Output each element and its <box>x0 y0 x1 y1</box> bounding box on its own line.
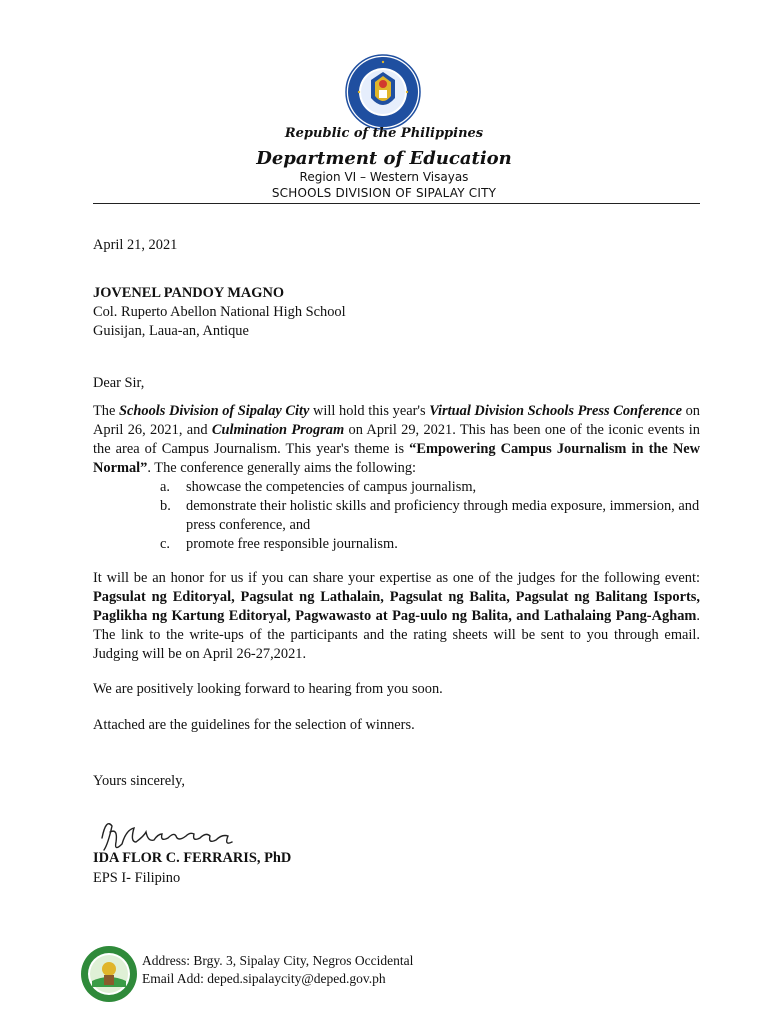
intro-text-5: . The conference generally aims the following: <box>147 460 417 476</box>
department-heading: Department of Education <box>256 148 512 169</box>
event-name: Virtual Division Schools Press Conference <box>429 403 682 419</box>
footer-email: Email Add: deped.sipalaycity@deped.gov.ph <box>142 971 386 986</box>
salutation: Dear Sir, <box>93 375 145 391</box>
theme-text: “Empowering Campus Journalism in the New Normal” <box>93 441 700 476</box>
invitation-text-1: It will be an honor for us if you can share your expertise as one of the judges for the following event: <box>93 570 700 586</box>
list-marker: c. <box>160 536 170 552</box>
recipient-school: Col. Ruperto Abellon National High School <box>93 304 346 320</box>
signer-title: EPS I- Filipino <box>93 870 181 886</box>
culmination-name: Culmination Program <box>211 422 345 438</box>
deped-seal-icon <box>345 54 421 130</box>
looking-forward-paragraph: We are positively looking forward to hearing from you soon. <box>93 681 443 697</box>
intro-text-1: The <box>93 403 119 419</box>
invitation-paragraph <box>93 569 700 664</box>
division-heading: SCHOOLS DIVISION OF SIPALAY CITY <box>271 186 497 200</box>
recipient-address: Guisijan, Laua-an, Antique <box>93 323 249 339</box>
event-categories: Pagsulat ng Editoryal, Pagsulat ng Lathalain, Pagsulat ng Balita, Pagsulat ng Balitang Isports, Paglikha ng Kartung Editoryal, Pagwawasto at Pag-uulo ng Balita, and Lathalaing Pang-Agham <box>93 589 700 624</box>
list-item <box>160 497 700 535</box>
list-item-text: promote free responsible journalism. <box>186 536 398 552</box>
list-marker: a. <box>160 479 170 495</box>
aims-list <box>160 478 700 554</box>
region-heading: Region VI – Western Visayas <box>299 170 469 184</box>
intro-text-3: on April 26, 2021, and <box>93 403 700 438</box>
list-item <box>160 478 700 497</box>
list-item-text: demonstrate their holistic skills and proficiency through media exposure, immersion, and press conference, and <box>186 498 700 533</box>
header-divider <box>93 203 700 204</box>
list-marker: b. <box>160 498 171 514</box>
intro-paragraph <box>93 402 700 478</box>
letter-date: April 21, 2021 <box>93 237 178 253</box>
footer-contact <box>142 952 413 988</box>
closing: Yours sincerely, <box>93 773 185 789</box>
intro-text-2: will hold this year's <box>309 403 430 419</box>
division-logo-icon <box>80 945 138 1003</box>
list-item-text: showcase the competencies of campus journalism, <box>186 479 477 495</box>
recipient-block <box>93 284 346 341</box>
footer-address: Address: Brgy. 3, Sipalay City, Negros Occidental <box>142 953 414 968</box>
attachment-paragraph: Attached are the guidelines for the selection of winners. <box>93 717 415 733</box>
list-item <box>160 535 700 554</box>
invitation-text-2: . The link to the write-ups of the participants and the rating sheets will be sent to you through email. Judging will be on April 26-27,2021. <box>93 608 700 662</box>
recipient-name: JOVENEL PANDOY MAGNO <box>93 285 285 301</box>
republic-heading: Republic of the Philippines <box>284 126 484 141</box>
division-name: Schools Division of Sipalay City <box>119 403 310 419</box>
intro-text-4: on April 29, 2021. This has been one of the iconic events in the area of Campus Journalism. This year's theme is <box>93 422 700 457</box>
signer-name: IDA FLOR C. FERRARIS, PhD <box>93 850 292 866</box>
